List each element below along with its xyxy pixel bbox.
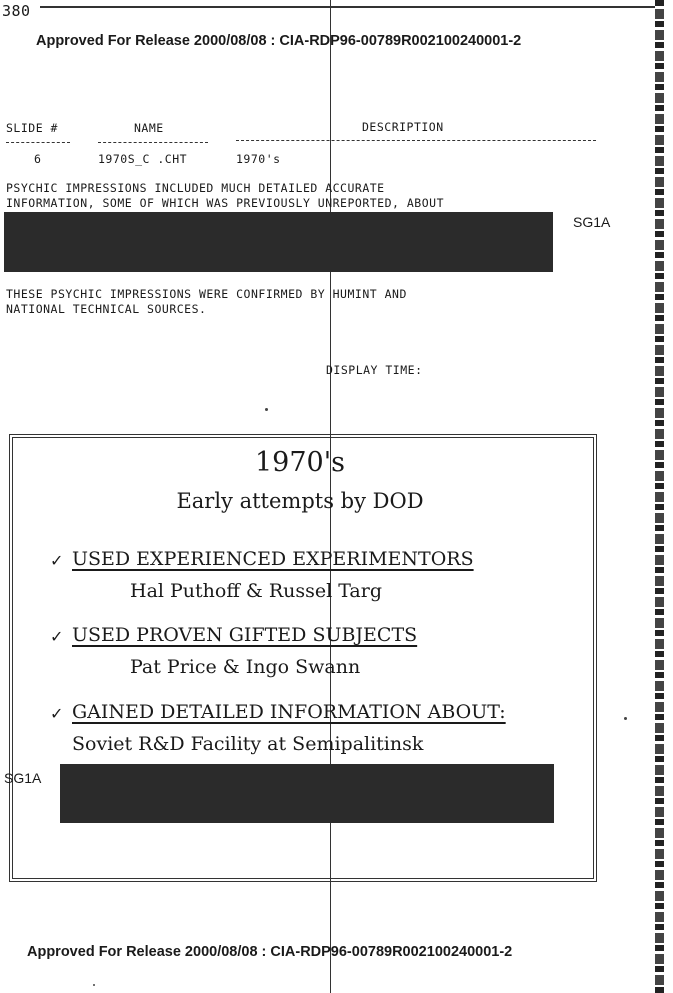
display-time: DISPLAY TIME: bbox=[326, 363, 423, 377]
paragraph1-line1: PSYCHIC IMPRESSIONS INCLUDED MUCH DETAILED ACCURATE bbox=[6, 181, 385, 195]
bullet-heading-3: GAINED DETAILED INFORMATION ABOUT: bbox=[72, 701, 506, 723]
speck bbox=[624, 717, 627, 720]
col-description-underline bbox=[236, 140, 596, 141]
check-icon: ✓ bbox=[50, 551, 64, 570]
col-slide-header: SLIDE # bbox=[6, 121, 58, 135]
check-icon: ✓ bbox=[50, 704, 64, 723]
paragraph2-line2: NATIONAL TECHNICAL SOURCES. bbox=[6, 302, 207, 316]
slide-subtitle: Early attempts by DOD bbox=[176, 489, 424, 513]
scan-edge bbox=[655, 0, 664, 993]
speck bbox=[93, 984, 95, 986]
col-description-header: DESCRIPTION bbox=[362, 120, 444, 134]
bullet-heading-2: USED PROVEN GIFTED SUBJECTS bbox=[72, 624, 418, 646]
redaction-block-slide bbox=[60, 764, 554, 823]
col-name-underline bbox=[98, 142, 208, 143]
row-slide: 6 bbox=[34, 152, 42, 166]
row-description: 1970's bbox=[236, 152, 281, 166]
bullet-detail-1: Hal Puthoff & Russel Targ bbox=[130, 580, 383, 602]
page-number: 380 bbox=[2, 2, 31, 20]
bullet-detail-3: Soviet R&D Facility at Semipalitinsk bbox=[72, 733, 424, 755]
sg1a-label-slide: SG1A bbox=[4, 770, 42, 786]
paragraph2-line1: THESE PSYCHIC IMPRESSIONS WERE CONFIRMED BY HUMINT AND bbox=[6, 287, 407, 301]
bullet-detail-2: Pat Price & Ingo Swann bbox=[130, 656, 361, 678]
slide-title: 1970's bbox=[255, 447, 345, 478]
speck bbox=[265, 408, 268, 411]
col-name-header: NAME bbox=[134, 121, 164, 135]
top-rule bbox=[40, 6, 655, 8]
sg1a-label-top: SG1A bbox=[573, 214, 611, 230]
release-footer: Approved For Release 2000/08/08 : CIA-RDP96-00789R002100240001-2 bbox=[27, 944, 513, 960]
col-slide-underline bbox=[6, 142, 70, 143]
release-header: Approved For Release 2000/08/08 : CIA-RDP96-00789R002100240001-2 bbox=[36, 33, 522, 49]
row-name: 1970S_C .CHT bbox=[98, 152, 188, 166]
bullet-heading-1: USED EXPERIENCED EXPERIMENTORS bbox=[72, 548, 474, 570]
paragraph1-line2: INFORMATION, SOME OF WHICH WAS PREVIOUSLY UNREPORTED, ABOUT bbox=[6, 196, 444, 210]
redaction-block-top bbox=[4, 212, 553, 272]
check-icon: ✓ bbox=[50, 627, 64, 646]
